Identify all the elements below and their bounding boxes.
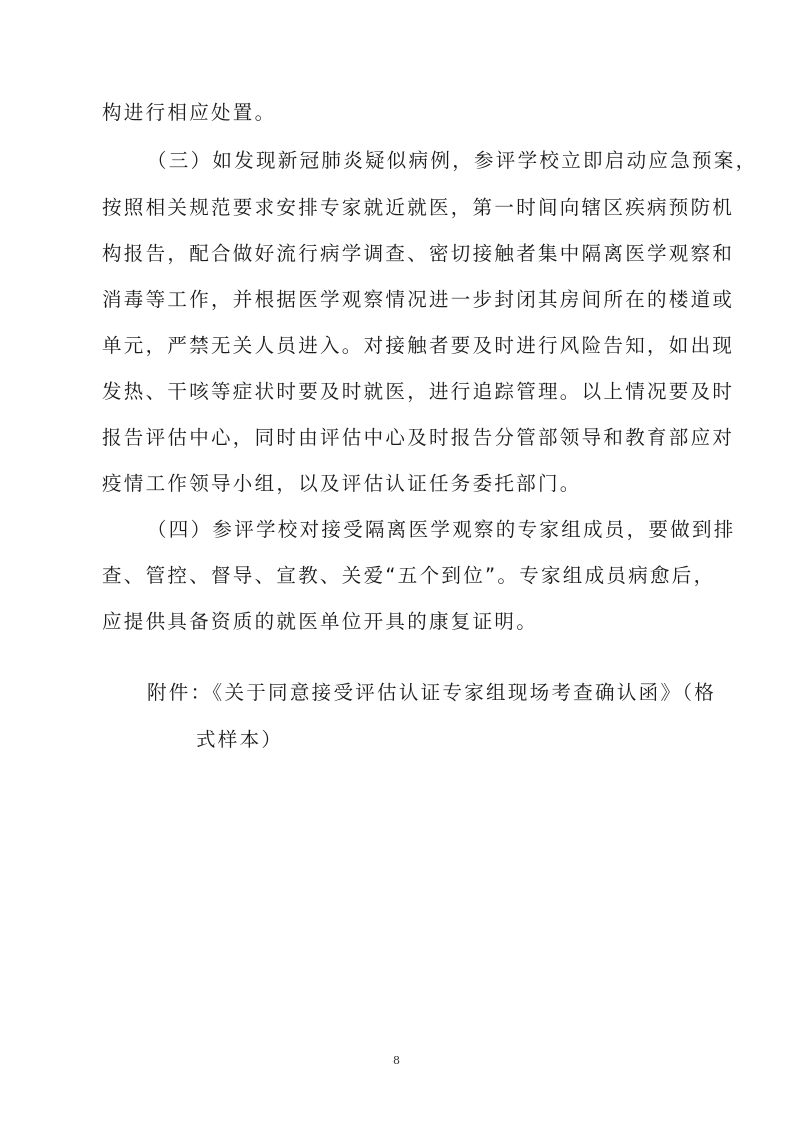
paragraph-line: （三）如发现新冠肺炎疑似病例，参评学校立即启动应急预案，: [147, 149, 758, 172]
paragraph-line: （四）参评学校对接受隔离医学观察的专家组成员，要做到排: [147, 518, 736, 541]
paragraph-line: 消毒等工作，并根据医学观察情况进一步封闭其房间所在的楼道或: [102, 288, 735, 311]
paragraph-line: 发热、干咳等症状时要及时就医，进行追踪管理。以上情况要及时: [102, 380, 735, 403]
paragraph-line: 单元，严禁无关人员进入。对接触者要及时进行风险告知，如出现: [102, 334, 735, 357]
attachment-line: 式样本）: [196, 728, 284, 751]
paragraph-line: 报告评估中心，同时由评估中心及时报告分管部领导和教育部应对: [102, 426, 735, 449]
paragraph-line: 应提供具备资质的就医单位开具的康复证明。: [102, 610, 539, 633]
attachment-line: 附件：《关于同意接受评估认证专家组现场考查确认函》（格: [147, 681, 717, 704]
paragraph-line: 构报告，配合做好流行病学调查、密切接触者集中隔离医学观察和: [102, 242, 735, 265]
page-number: 8: [393, 1054, 400, 1067]
paragraph-line: 按照相关规范要求安排专家就近就医，第一时间向辖区疾病预防机: [102, 196, 735, 219]
paragraph-line: 构进行相应处置。: [102, 101, 277, 124]
paragraph-line: 疫情工作领导小组，以及评估认证任务委托部门。: [102, 472, 582, 495]
paragraph-line: 查、管控、督导、宣教、关爱“五个到位”。专家组成员病愈后，: [102, 564, 716, 587]
